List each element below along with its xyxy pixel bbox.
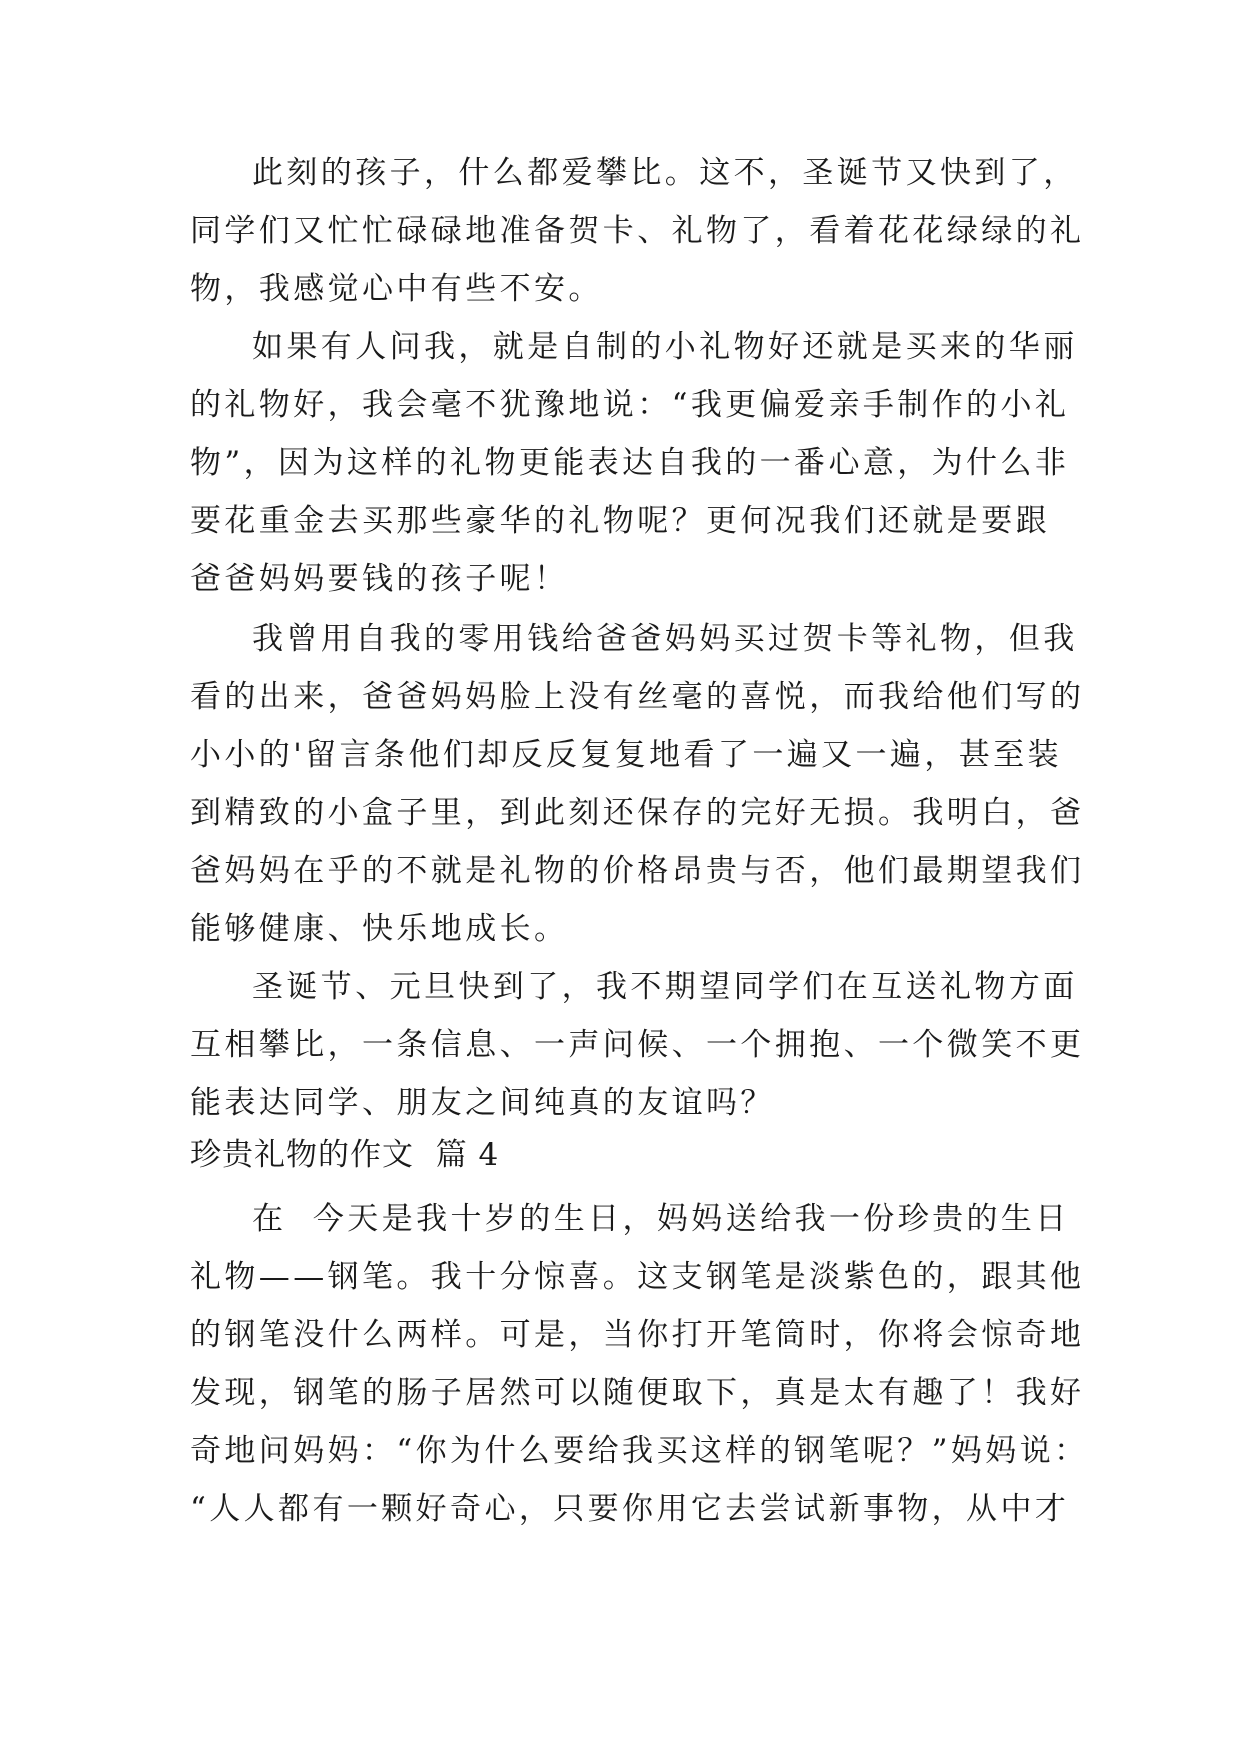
paragraph-1-line-1: 此刻的孩子，什么都爱攀比。这不，圣诞节又快到了， xyxy=(252,155,1078,191)
paragraph-3-line-2: 看的出来，爸爸妈妈脸上没有丝毫的喜悦，而我给他们写的 xyxy=(190,679,1085,715)
paragraph-2-line-5: 爸爸妈妈要钱的孩子呢！ xyxy=(190,561,569,597)
paragraph-2-line-4: 要花重金去买那些豪华的礼物呢？更何况我们还就是要跟 xyxy=(190,503,1050,539)
paragraph-4-line-1: 圣诞节、元旦快到了，我不期望同学们在互送礼物方面 xyxy=(252,969,1078,1005)
paragraph-3-line-4: 到精致的小盒子里，到此刻还保存的完好无损。我明白，爸 xyxy=(190,795,1085,831)
paragraph-5-line-3: 的钢笔没什么两样。可是，当你打开笔筒时，你将会惊奇地 xyxy=(190,1317,1085,1353)
paragraph-2-line-1: 如果有人问我，就是自制的小礼物好还就是买来的华丽 xyxy=(252,329,1078,365)
paragraph-3-line-6: 能够健康、快乐地成长。 xyxy=(190,911,569,947)
paragraph-5-line-1: 在 今天是我十岁的生日，妈妈送给我一份珍贵的生日 xyxy=(252,1201,1070,1237)
paragraph-5-line-5: 奇地问妈妈：“你为什么要给我买这样的钢笔呢？”妈妈说： xyxy=(190,1433,1089,1469)
paragraph-5-line-2: 礼物——钢笔。我十分惊喜。这支钢笔是淡紫色的，跟其他 xyxy=(190,1259,1085,1295)
paragraph-2-line-3: 物”，因为这样的礼物更能表达自我的一番心意，为什么非 xyxy=(190,445,1070,481)
paragraph-4-line-3: 能表达同学、朋友之间纯真的友谊吗？ xyxy=(190,1085,775,1121)
paragraph-1-line-2: 同学们又忙忙碌碌地准备贺卡、礼物了，看着花花绿绿的礼 xyxy=(190,213,1085,249)
paragraph-3-line-1: 我曾用自我的零用钱给爸爸妈妈买过贺卡等礼物，但我 xyxy=(252,621,1078,657)
paragraph-4-line-2: 互相攀比，一条信息、一声问候、一个拥抱、一个微笑不更 xyxy=(190,1027,1085,1063)
section-heading: 珍贵礼物的作文 篇 4 xyxy=(190,1137,500,1173)
paragraph-3-line-3: 小小的'留言条他们却反反复复地看了一遍又一遍，甚至装 xyxy=(190,737,1062,773)
paragraph-1-line-3: 物，我感觉心中有些不安。 xyxy=(190,271,603,307)
paragraph-5-line-4: 发现，钢笔的肠子居然可以随便取下，真是太有趣了！我好 xyxy=(190,1375,1085,1411)
paragraph-5-line-6: “人人都有一颗好奇心，只要你用它去尝试新事物，从中才 xyxy=(190,1491,1070,1527)
paragraph-3-line-5: 爸妈妈在乎的不就是礼物的价格昂贵与否，他们最期望我们 xyxy=(190,853,1085,889)
paragraph-2-line-2: 的礼物好，我会毫不犹豫地说：“我更偏爱亲手制作的小礼 xyxy=(190,387,1070,423)
